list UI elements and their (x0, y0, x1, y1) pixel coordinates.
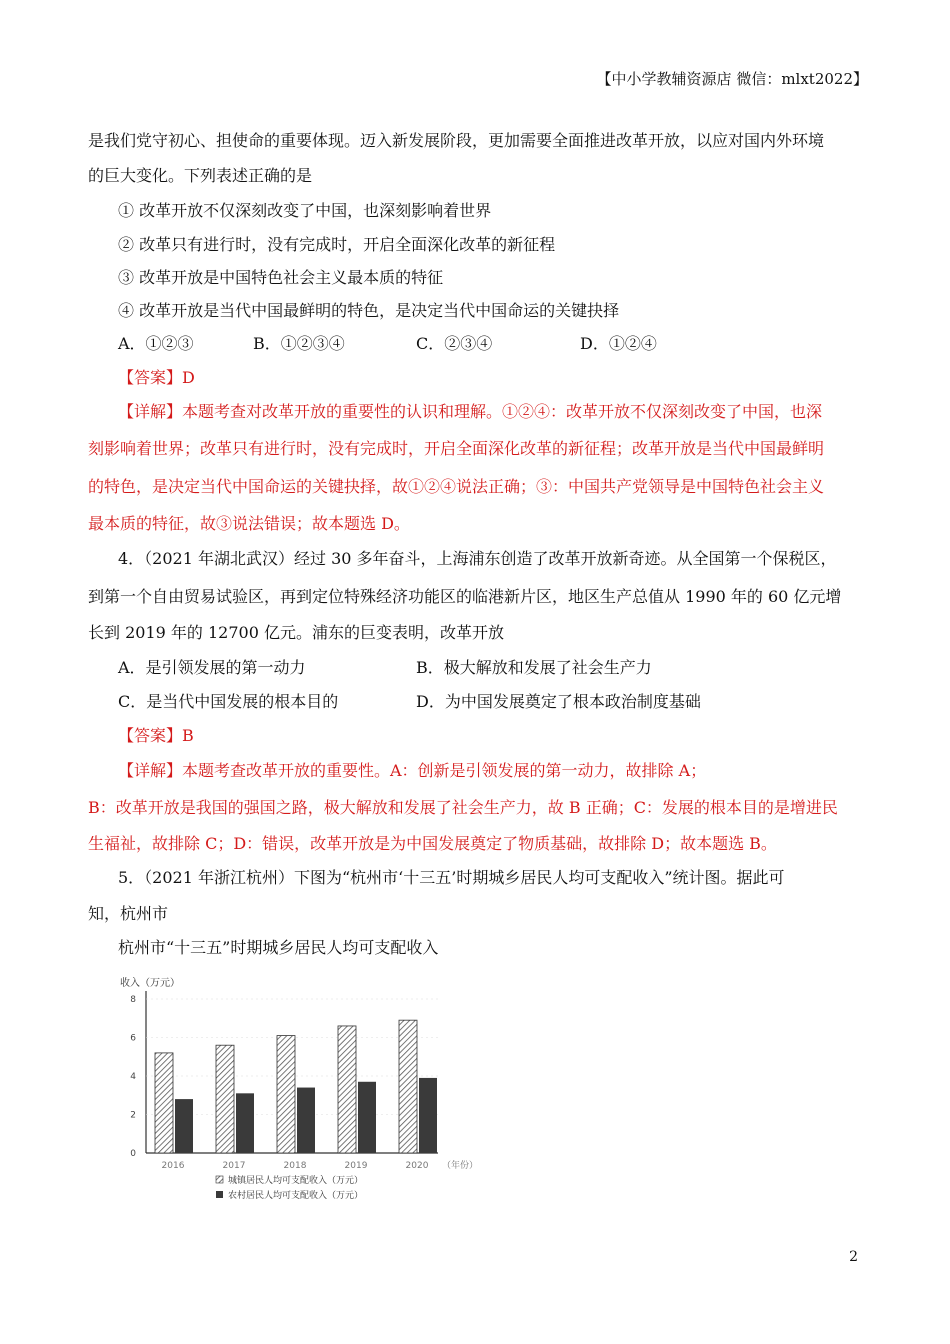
x-tick-label-2016: 2016 (161, 1161, 185, 1171)
q4-detail-line-2: B：改革开放是我国的强国之路，极大解放和发展了社会生产力，故 B 正确；C：发展的根本目的是增进民 (88, 798, 838, 817)
q4-detail-line-1: 【详解】本题考查改革开放的重要性。A：创新是引领发展的第一动力，故排除 A； (118, 761, 707, 780)
bar-urban-2018 (277, 1036, 295, 1153)
q3-detail-line-2: 刻影响着世界；改革只有进行时，没有完成时，开启全面深化改革的新征程；改革开放是当代中国最鲜明 (88, 439, 825, 458)
q3-option-d: D．①②④ (580, 334, 657, 353)
y-tick-label: 0 (130, 1149, 136, 1159)
y-tick-label: 8 (130, 995, 136, 1005)
legend-rural-label: 农村居民人均可支配收入（万元） (228, 1191, 364, 1201)
y-tick-label: 4 (130, 1072, 136, 1082)
bar-rural-2017 (236, 1093, 254, 1153)
q4-option-c: C．是当代中国发展的根本目的 (118, 692, 339, 711)
q3-option-a: A．①②③ (118, 334, 194, 353)
q3-answer: 【答案】D (118, 368, 195, 387)
income-bar-chart (118, 972, 478, 1207)
q3-detail-line-4: 最本质的特征，故③说法错误；故本题选 D。 (88, 514, 410, 533)
q3-statement-2: ② 改革只有进行时，没有完成时，开启全面深化改革的新征程 (118, 235, 556, 254)
bar-urban-2017 (216, 1045, 234, 1153)
x-tick-label-2019: 2019 (344, 1161, 368, 1171)
q3-stem-line-2: 的巨大变化。下列表述正确的是 (88, 166, 313, 185)
legend-urban-label: 城镇居民人均可支配收入（万元） (228, 1176, 364, 1186)
q3-option-b: B．①②③④ (253, 334, 345, 353)
q5-chart-caption: 杭州市“十三五”时期城乡居民人均可支配收入 (118, 938, 439, 957)
q5-stem-line-1: 5．（2021 年浙江杭州）下图为“杭州市‘十三五’时期城乡居民人均可支配收入”统计图。据此可 (118, 868, 785, 887)
q4-option-a: A．是引领发展的第一动力 (118, 658, 306, 677)
bar-rural-2016 (175, 1099, 193, 1153)
bar-rural-2020 (419, 1078, 437, 1153)
legend-rural-swatch (216, 1191, 223, 1198)
q4-detail-line-3: 生福祉，故排除 C；D：错误，改革开放是为中国发展奠定了物质基础，故排除 D；故本题选 B。 (88, 834, 777, 853)
q3-statement-4: ④ 改革开放是当代中国最鲜明的特色，是决定当代中国命运的关键抉择 (118, 301, 620, 320)
y-tick-label: 2 (130, 1110, 136, 1121)
q4-option-d: D．为中国发展奠定了根本政治制度基础 (416, 692, 701, 711)
q3-option-c: C．②③④ (416, 334, 493, 353)
q4-answer: 【答案】B (118, 726, 194, 745)
x-tick-label-2018: 2018 (283, 1161, 307, 1171)
q3-detail-line-3: 的特色，是决定当代中国命运的关键抉择，故①②④说法正确；③：中国共产党领导是中国特色社会主义 (88, 477, 825, 496)
q3-statement-1: ① 改革开放不仅深刻改变了中国，也深刻影响着世界 (118, 201, 492, 220)
q3-detail-line-1: 【详解】本题考查对改革开放的重要性的认识和理解。①②④：改革开放不仅深刻改变了中国，也深 (118, 402, 823, 421)
x-tick-label-2017: 2017 (222, 1161, 246, 1171)
bar-urban-2019 (338, 1026, 356, 1153)
q3-statement-3: ③ 改革开放是中国特色社会主义最本质的特征 (118, 268, 444, 287)
q4-stem-line-1: 4．（2021 年湖北武汉）经过 30 多年奋斗，上海浦东创造了改革开放新奇迹。从全国第一个保税区， (118, 549, 837, 568)
q4-stem-line-2: 到第一个自由贸易试验区，再到定位特殊经济功能区的临港新片区，地区生产总值从 1990 年的 60 亿元增 (88, 587, 842, 606)
bar-urban-2020 (399, 1020, 417, 1153)
x-axis-unit-label: （年份） (442, 1161, 478, 1171)
q3-stem-line-1: 是我们党守初心、担使命的重要体现。迈入新发展阶段，更加需要全面推进改革开放，以应对国内外环境 (88, 131, 825, 150)
bar-rural-2019 (358, 1082, 376, 1153)
q4-stem-line-3: 长到 2019 年的 12700 亿元。浦东的巨变表明，改革开放 (88, 623, 504, 642)
page-header: 【中小学教辅资源店 微信：mlxt2022】 (596, 70, 868, 88)
legend-urban-swatch (216, 1176, 223, 1183)
y-axis-label: 收入（万元） (120, 978, 180, 989)
bar-urban-2016 (155, 1053, 173, 1153)
q5-stem-line-2: 知，杭州市 (88, 904, 169, 923)
bar-rural-2018 (297, 1088, 315, 1153)
y-tick-label: 6 (130, 1033, 136, 1044)
x-tick-label-2020: 2020 (405, 1161, 429, 1171)
q4-option-b: B．极大解放和发展了社会生产力 (416, 658, 652, 677)
page-number: 2 (849, 1249, 858, 1265)
